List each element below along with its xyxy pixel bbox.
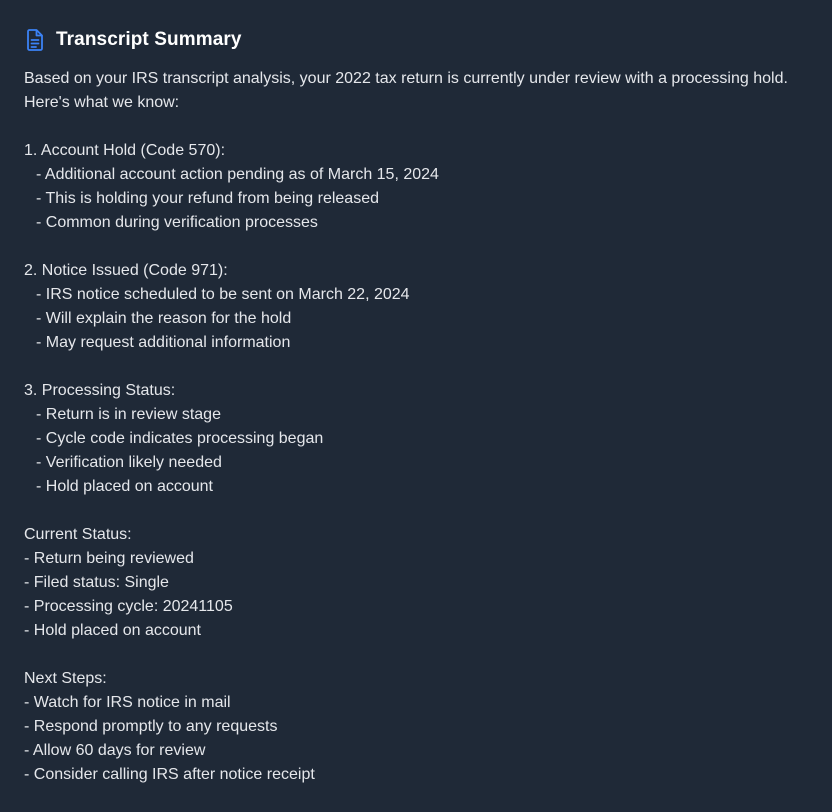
section-heading: 2. Notice Issued (Code 971):: [24, 262, 228, 279]
section-heading: 3. Processing Status:: [24, 382, 176, 399]
list-item: - Cycle code indicates processing began: [36, 430, 324, 447]
card-header: [24, 28, 808, 52]
summary-intro: Based on your IRS transcript analysis, your 2022 tax return is currently under review with a processing hold. Here's what we know:: [24, 70, 788, 111]
spacer: [24, 235, 808, 259]
list-item: - Respond promptly to any requests: [24, 718, 278, 735]
spacer: [24, 643, 808, 667]
section-notice-issued: [24, 259, 808, 355]
list-item: - Allow 60 days for review: [24, 742, 206, 759]
list-item: - Will explain the reason for the hold: [36, 310, 292, 327]
card-title: Transcript Summary: [56, 29, 242, 50]
list-item: - Filed status: Single: [24, 574, 169, 591]
list-item: - Hold placed on account: [36, 478, 213, 495]
spacer: [24, 355, 808, 379]
list-item: - This is holding your refund from being released: [36, 190, 379, 207]
section-heading: Current Status:: [24, 526, 132, 543]
section-heading: 1. Account Hold (Code 570):: [24, 142, 226, 159]
section-next-steps: [24, 667, 808, 787]
spacer: [24, 499, 808, 523]
list-item: - May request additional information: [36, 334, 291, 351]
list-item: - Verification likely needed: [36, 454, 222, 471]
list-item: - Watch for IRS notice in mail: [24, 694, 231, 711]
list-item: - Processing cycle: 20241105: [24, 598, 233, 615]
section-processing-status: [24, 379, 808, 499]
document-icon: [24, 28, 46, 52]
section-current-status: [24, 523, 808, 643]
list-item: - Return is in review stage: [36, 406, 221, 423]
list-item: - Additional account action pending as of March 15, 2024: [36, 166, 439, 183]
list-item: - IRS notice scheduled to be sent on March 22, 2024: [36, 286, 410, 303]
list-item: - Consider calling IRS after notice receipt: [24, 766, 315, 783]
section-account-hold: [24, 139, 808, 235]
summary-content: [24, 67, 808, 787]
section-heading: Next Steps:: [24, 670, 107, 687]
list-item: - Hold placed on account: [24, 622, 201, 639]
list-item: - Return being reviewed: [24, 550, 194, 567]
list-item: - Common during verification processes: [36, 214, 318, 231]
spacer: [24, 115, 808, 139]
